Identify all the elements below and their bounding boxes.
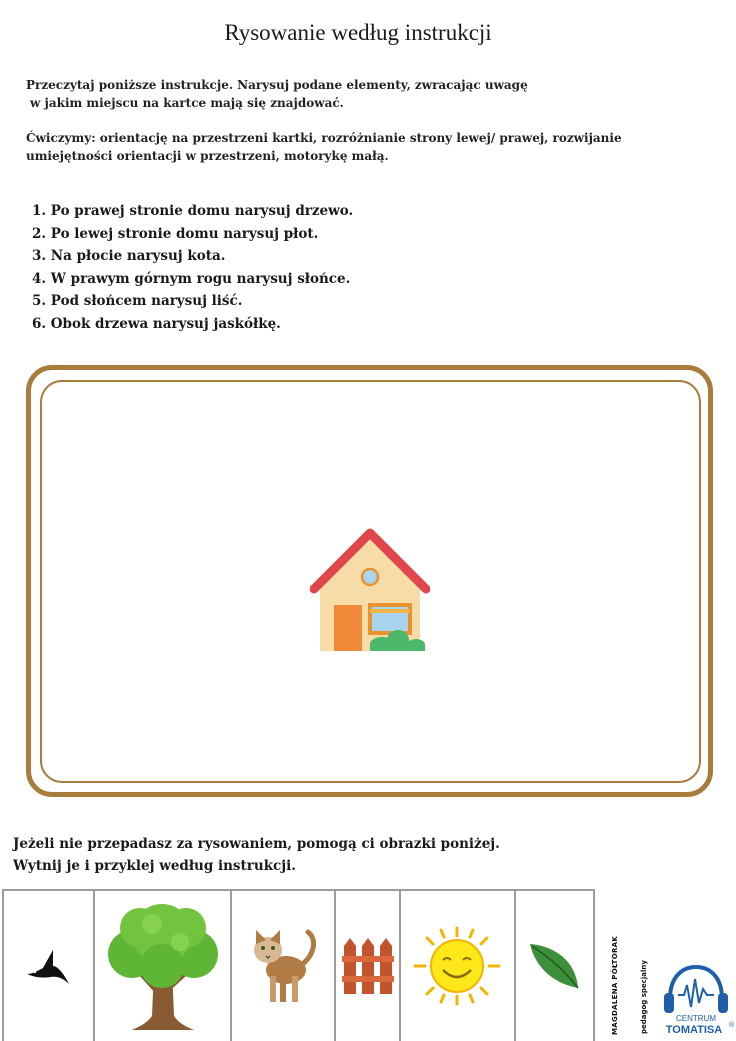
goals-line: Ćwiczymy: orientację na przestrzeni kartki, rozróżnianie strony lewej/ prawej, rozwijanie (26, 131, 622, 145)
cutout-cell[interactable] (232, 891, 335, 1041)
fence-icon (342, 936, 394, 996)
step-item: 5. Pod słońcem narysuj liść. (32, 293, 243, 309)
tree-icon (102, 898, 224, 1034)
instructions-intro (26, 76, 716, 112)
cutout-cell[interactable] (4, 891, 95, 1041)
helper-line: Wytnij je i przyklej według instrukcji. (13, 858, 296, 874)
centrum-tomatisa-logo (656, 955, 736, 1039)
goals-line: umiejętności orientacji w przestrzeni, motorykę małą. (26, 149, 389, 163)
logo-text-bottom: TOMATISA (665, 1024, 723, 1036)
instruction-steps (32, 200, 353, 335)
cutout-cell[interactable] (401, 891, 515, 1041)
author-role: pedagog specjalny (640, 960, 648, 1034)
cutout-cell[interactable] (516, 891, 593, 1041)
house-icon (310, 527, 430, 655)
step-item: 1. Po prawej stronie domu narysuj drzewo. (32, 203, 354, 219)
author-name: MAGDALENA PÓŁTORAK (611, 935, 619, 1035)
leaf-icon (526, 940, 582, 992)
intro-line: Przeczytaj poniższe instrukcje. Narysuj podane elementy, zwracając uwagę (26, 78, 528, 92)
step-item: 2. Po lewej stronie domu narysuj płot. (32, 225, 319, 242)
exercise-goals (26, 129, 716, 165)
step-item: 4. W prawym górnym rogu narysuj słońce. (32, 270, 351, 287)
cutout-cell[interactable] (336, 891, 402, 1041)
helper-text (13, 833, 500, 877)
swallow-icon (25, 946, 73, 986)
sun-icon (409, 926, 505, 1006)
cutout-pictures-strip (2, 889, 595, 1041)
intro-line: w jakim miejscu na kartce mają się znajdować. (30, 96, 344, 110)
step-item: 6. Obok drzewa narysuj jaskółkę. (32, 315, 281, 332)
page-title: Rysowanie według instrukcji (224, 20, 492, 45)
helper-line: Jeżeli nie przepadasz za rysowaniem, pomogą ci obrazki poniżej. (13, 836, 500, 852)
logo-text-top: CENTRUM (676, 1014, 716, 1023)
step-item: 3. Na płocie narysuj kota. (32, 248, 226, 264)
registered-mark: ® (729, 1022, 735, 1029)
cat-icon (248, 926, 318, 1006)
cutout-cell[interactable] (95, 891, 232, 1041)
